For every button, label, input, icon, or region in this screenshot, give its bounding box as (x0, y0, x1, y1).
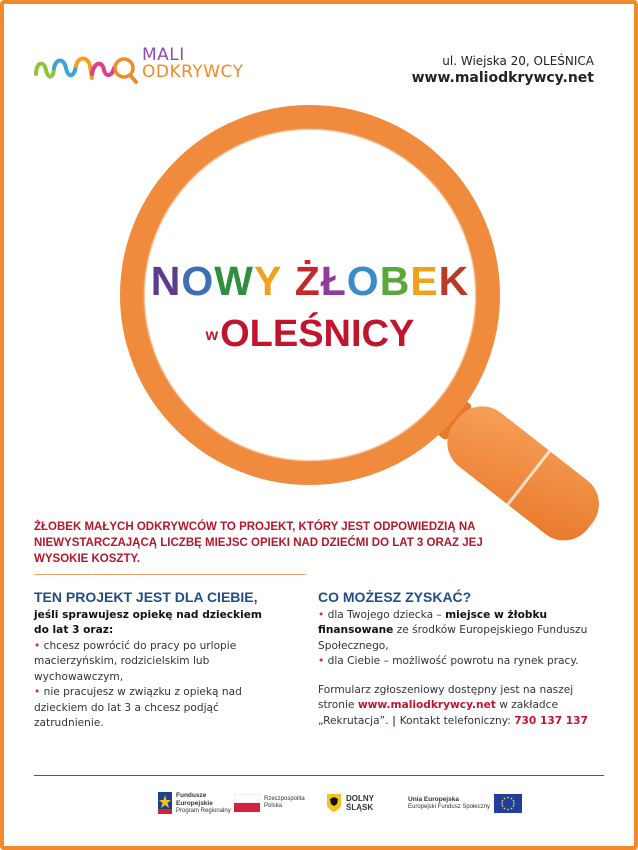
eu-flag-icon (494, 794, 522, 813)
headline-prefix: w (205, 326, 219, 344)
ds-line2: ŚLĄSK (346, 803, 374, 812)
bullet-icon: • (318, 608, 328, 621)
rp-line1: Rzeczpospolita (264, 796, 305, 802)
fundusze-europejskie-logo (158, 790, 231, 816)
headline-letter: O (346, 258, 380, 304)
intro-text: ŻŁOBEK MAŁYCH ODKRYWCÓW TO PROJEKT, KTÓRY JEST ODPOWIEDZIĄ NA NIEWYSTARCZAJĄCĄ LICZBĘ MIEJSC OPIEKI NAD DZIEĆMI DO LAT 3 ORAZ JEJ WYSOKIE KOSZTY. (34, 521, 483, 565)
contact-label: Kontakt telefoniczny: (399, 714, 515, 727)
rp-line2: Polska (264, 803, 283, 809)
bullet-icon: • (34, 686, 44, 698)
fe-line3: Program Regionalny (176, 807, 231, 814)
form-info (318, 683, 610, 730)
bullet-icon: • (34, 639, 44, 652)
logo-line2: ODKRYWCY (142, 62, 244, 82)
left-column (34, 590, 274, 732)
polish-flag-icon (234, 794, 260, 812)
headline-letter: O (181, 258, 215, 304)
right-bullet-1-bold: miejsce w żłobku finansowane (318, 608, 548, 636)
headline-letter: Ł (320, 258, 347, 304)
form-website-link[interactable]: www.maliodkrywcy.net (357, 699, 496, 711)
unia-europejska-logo (408, 790, 522, 816)
website-link[interactable]: www.maliodkrywcy.net (411, 70, 594, 86)
right-bullet-2-text: dla Ciebie – możliwość powrotu na rynek pracy. (327, 655, 579, 667)
form-info-pre: Formularz zgłoszeniowy dostępny jest na naszej stronie (318, 683, 574, 711)
headline-city: OLEŚNICY (220, 313, 415, 355)
bullet-icon: • (318, 655, 328, 667)
headline-letter: B (379, 258, 411, 304)
rzeczpospolita-logo (234, 790, 305, 816)
funders-bar (0, 790, 638, 820)
headline-line1 (150, 258, 470, 304)
headline-letter (282, 258, 294, 304)
left-heading: TEN PROJEKT JEST DLA CIEBIE, (34, 589, 258, 605)
headline-letter: N (150, 258, 182, 304)
divider (34, 574, 306, 575)
ue-line1: Unia Europejska (408, 795, 459, 803)
right-column (318, 590, 610, 729)
fe-star-icon (158, 792, 172, 814)
fe-line2: Europejskie (176, 799, 213, 807)
right-bullet-1 (318, 608, 610, 655)
fe-line1: Fundusze (176, 791, 207, 799)
dolny-slask-logo (326, 790, 374, 816)
separator: | (388, 714, 400, 727)
right-bullet-2 (318, 654, 610, 670)
headline-line2 (150, 312, 470, 358)
left-lead: jeśli sprawujesz opiekę nad dzieckiem do lat 3 oraz: (34, 608, 262, 636)
right-heading: CO MOŻESZ ZYSKAĆ? (318, 589, 472, 605)
headline-letter: Ż (294, 258, 321, 304)
right-bullet-1-pre: dla Twojego dziecka – (327, 608, 446, 621)
logo-line1: MALI (142, 45, 185, 65)
form-info-mid: w zakładce „Rekrutacja”. (318, 699, 558, 727)
headline (150, 258, 470, 358)
left-bullet-1-text: chcesz powrócić do pracy po urlopie macierzyńskim, rodzicielskim lub wychowawczym, (34, 639, 237, 683)
left-bullet-2-text: nie pracujesz w związku z opieką nad dzieckiem do lat 3 a chcesz podjąć zatrudnienie. (34, 686, 242, 729)
headline-letter: K (438, 258, 470, 304)
ue-line2: Europejski Fundusz Społeczny (408, 803, 491, 810)
footer-divider (34, 775, 604, 776)
eagle-crest-icon (326, 793, 342, 813)
left-bullet-1 (34, 639, 274, 686)
headline-letter: Y (253, 258, 283, 304)
right-bullet-1-post: ze środków Europejskiego Funduszu Społecznego, (318, 624, 588, 652)
headline-letter: E (410, 258, 439, 304)
address: ul. Wiejska 20, OLEŚNICA (442, 54, 594, 68)
headline-letter: W (214, 258, 254, 304)
left-bullet-2 (34, 685, 274, 732)
phone-number[interactable]: 730 137 137 (514, 714, 588, 727)
ds-line1: DOLNY (346, 794, 374, 803)
